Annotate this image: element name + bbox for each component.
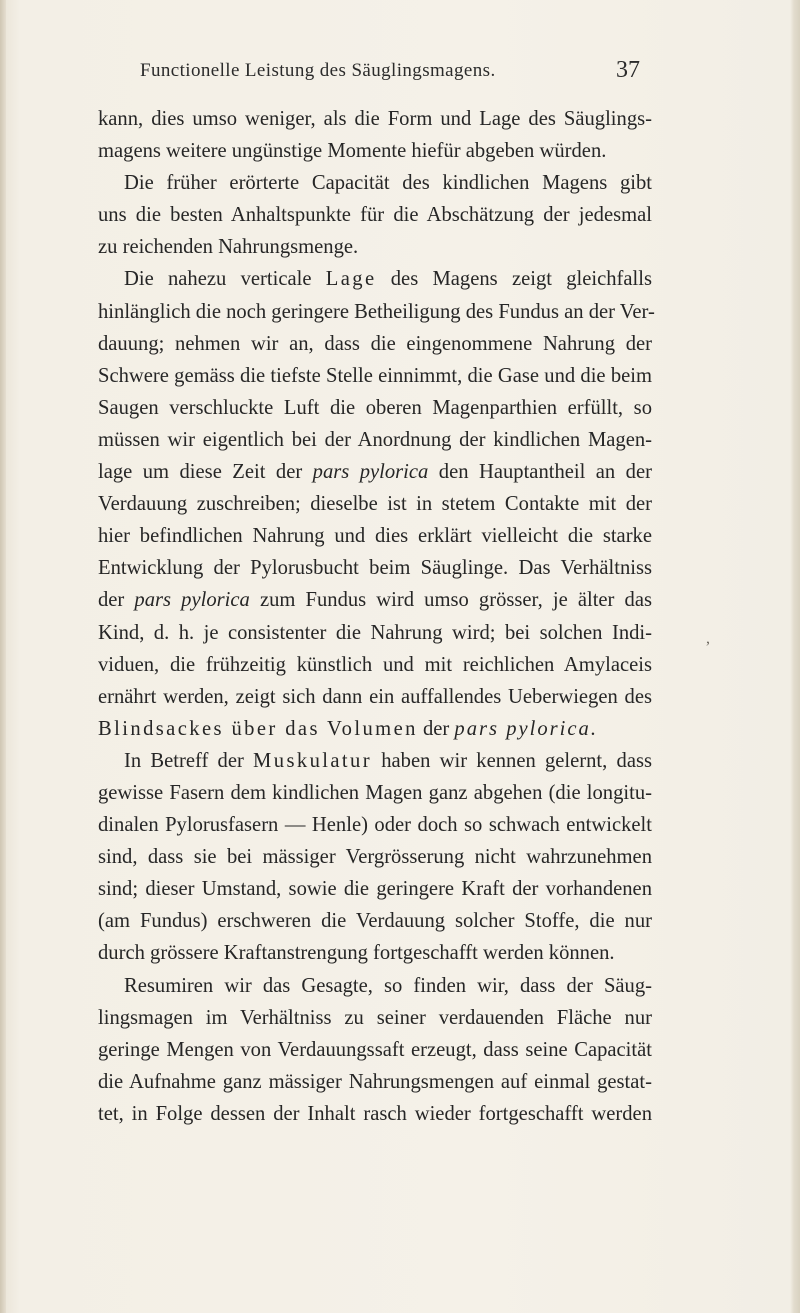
text-line: Resumiren wir das Gesagte, so finden wir, dass der Säug-	[124, 974, 652, 997]
text-line: Verdauung zuschreiben; dieselbe ist in stetem Contakte mit der	[98, 493, 652, 516]
text-line: Die früher erörterte Capacität des kindlichen Magens gibt	[124, 172, 652, 195]
text-line: gewisse Fasern dem kindlichen Magen ganz abgehen (die longitu-	[98, 781, 652, 804]
text-line: geringe Mengen von Verdauungssaft erzeugt, dass seine Capacität	[98, 1038, 652, 1061]
page-header	[140, 57, 640, 90]
text-line: (am Fundus) erschweren die Verdauung solcher Stoffe, die nur	[98, 910, 652, 933]
spaced-term: Blindsackes über das Volumen	[98, 717, 418, 740]
text-line: lingsmagen im Verhältniss zu seiner verdauenden Fläche nur	[98, 1006, 652, 1029]
page-left-edge	[0, 0, 6, 1313]
text-line: uns die besten Anhaltspunkte für die Abschätzung der jedesmal	[98, 204, 652, 227]
text-line: Entwicklung der Pylorusbucht beim Säuglinge. Das Verhältniss	[98, 557, 652, 580]
text-line: sind; dieser Umstand, sowie die geringere Kraft der vorhandenen	[98, 878, 652, 901]
text-line: dinalen Pylorusfasern — Henle) oder doch so schwach entwickelt	[98, 814, 652, 837]
text-line: der pars pylorica zum Fundus wird umso grösser, je älter das	[98, 589, 652, 612]
text-line: hinlänglich die noch geringere Betheiligung des Fundus an der Ver-	[98, 300, 655, 323]
italic-term: pars pylorica.	[454, 717, 598, 740]
text-line: viduen, die frühzeitig künstlich und mit reichlichen Amylaceis	[98, 653, 652, 676]
running-title: Functionelle Leistung des Säuglingsmagens.	[140, 60, 496, 81]
text-line: tet, in Folge dessen der Inhalt rasch wieder fortgeschafft werden	[98, 1102, 652, 1125]
text-line: müssen wir eigentlich bei der Anordnung der kindlichen Magen-	[98, 428, 652, 451]
text-line: sind, dass sie bei mässiger Vergrösserung nicht wahrzunehmen	[98, 846, 652, 869]
text-line: Blindsackes über das Volumen der pars pylorica.	[98, 717, 598, 740]
text-line: hier befindlichen Nahrung und dies erklärt vielleicht die starke	[98, 525, 652, 548]
text-line: zu reichenden Nahrungsmenge.	[98, 236, 359, 259]
text-line: In Betreff der Muskulatur haben wir kennen gelernt, dass	[124, 749, 652, 772]
spaced-term: Lage	[325, 268, 377, 291]
text-line: Schwere gemäss die tiefste Stelle einnimmt, die Gase und die beim	[98, 364, 652, 387]
text-line: kann, dies umso weniger, als die Form und Lage des Säuglings-	[98, 108, 652, 130]
text-line: Kind, d. h. je consistenter die Nahrung wird; bei solchen Indi-	[98, 621, 652, 644]
page-number: 37	[616, 57, 640, 83]
text-line: durch grössere Kraftanstrengung fortgeschafft werden können.	[98, 942, 615, 965]
spaced-term: Muskulatur	[253, 749, 373, 772]
text-line: dauung; nehmen wir an, dass die eingenommene Nahrung der	[98, 332, 652, 355]
text-line: lage um diese Zeit der pars pylorica den Hauptantheil an der	[98, 461, 652, 484]
italic-term: pars pylorica	[312, 461, 429, 484]
body-text	[98, 103, 655, 1130]
text-line: die Aufnahme ganz mässiger Nahrungsmengen auf einmal gestat-	[98, 1070, 652, 1093]
text-line: ernährt werden, zeigt sich dann ein auffallendes Ueberwiegen des	[98, 685, 652, 708]
margin-mark: ,	[706, 630, 710, 647]
text-line: Die nahezu verticale Lage des Magens zeigt gleichfalls	[124, 268, 653, 291]
text-line: magens weitere ungünstige Momente hiefür abgeben würden.	[98, 140, 607, 163]
italic-term: pars pylorica	[134, 589, 250, 612]
text-line: Saugen verschluckte Luft die oberen Magenparthien erfüllt, so	[98, 396, 652, 419]
page-right-edge	[790, 0, 800, 1313]
